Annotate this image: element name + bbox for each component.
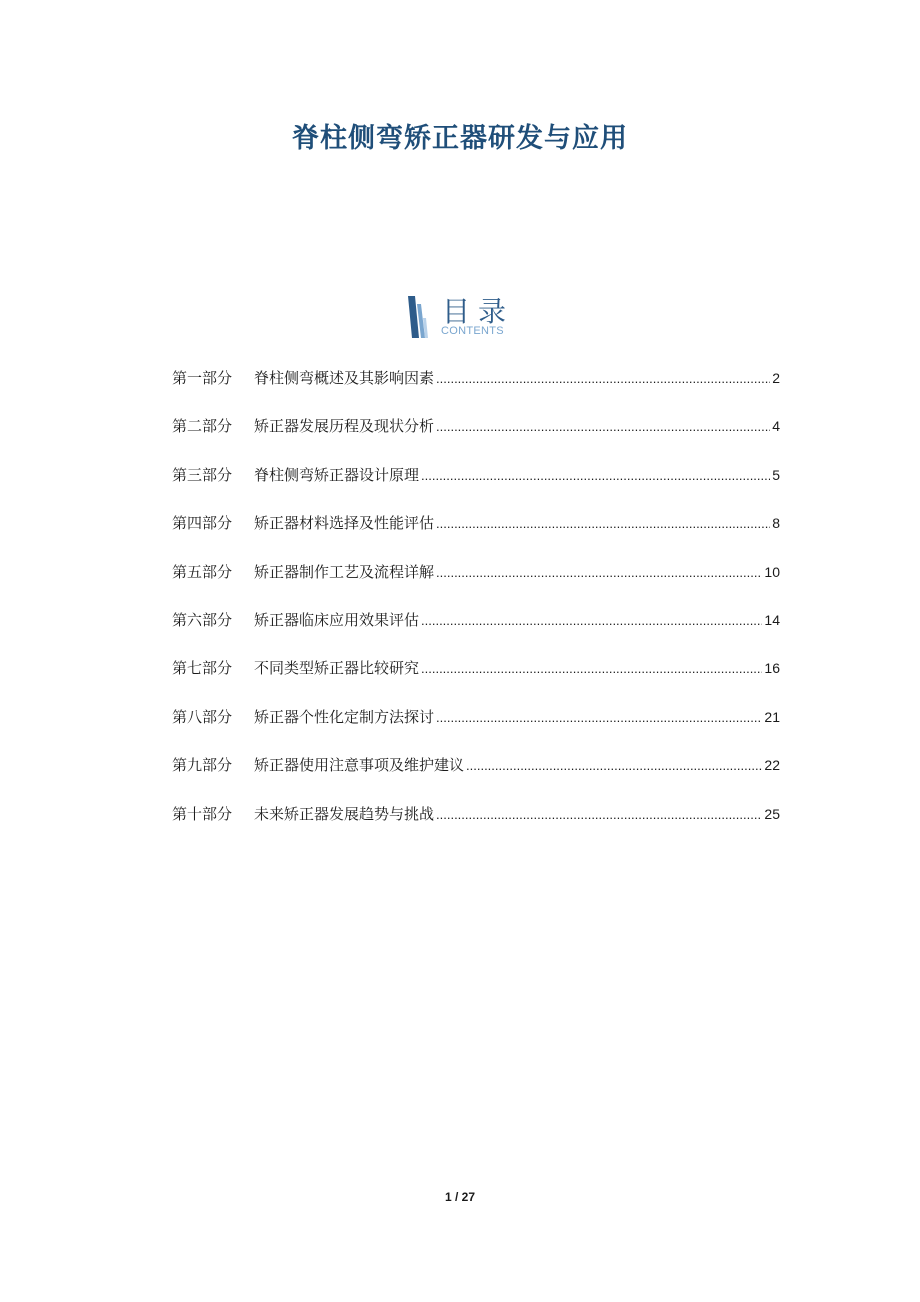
toc-dot-leader [436, 512, 770, 536]
toc-entry-10[interactable] [172, 802, 780, 850]
toc-entry-label: 矫正器临床应用效果评估 [254, 610, 420, 629]
toc-entry-label: 矫正器使用注意事项及维护建议 [254, 756, 465, 775]
toc-entry-3[interactable] [172, 463, 780, 511]
toc-entry-page: 14 [764, 611, 780, 628]
toc-title: 目录 [442, 295, 515, 328]
toc-entry-4[interactable] [172, 511, 780, 559]
toc-entry-page: 10 [764, 563, 780, 580]
toc-entry-part: 第八部分 [172, 707, 233, 726]
toc-entry-page: 8 [772, 515, 780, 532]
toc-dot-leader [421, 657, 762, 681]
toc-entry-part: 第四部分 [172, 514, 233, 533]
toc-entry-9[interactable] [172, 753, 780, 801]
toc-dot-leader [436, 367, 770, 391]
page-indicator: 1 / 27 [444, 1190, 476, 1204]
toc-heading [406, 292, 526, 342]
toc-entry-page: 25 [764, 805, 780, 822]
toc-entry-label: 不同类型矫正器比较研究 [254, 659, 420, 678]
toc-entry-part: 第十部分 [172, 804, 233, 823]
toc-entry-part: 第一部分 [172, 369, 233, 387]
toc-entry-page: 5 [772, 466, 780, 483]
table-of-contents [172, 366, 780, 850]
toc-entry-page: 2 [772, 370, 780, 386]
toc-subtitle: CONTENTS [441, 325, 504, 337]
toc-entry-label: 脊柱侧弯矫正器设计原理 [254, 465, 420, 484]
toc-entry-page: 21 [764, 708, 780, 725]
toc-stripe-logo-icon [406, 296, 432, 338]
toc-dot-leader [421, 609, 762, 633]
toc-entry-label: 脊柱侧弯概述及其影响因素 [254, 369, 435, 387]
toc-entry-part: 第五部分 [172, 562, 233, 581]
toc-entry-label: 矫正器个性化定制方法探讨 [254, 707, 435, 726]
toc-dot-leader [466, 754, 762, 778]
document-title: 脊柱侧弯矫正器研发与应用 [292, 123, 628, 154]
toc-entry-part: 第六部分 [172, 610, 233, 629]
toc-entry-7[interactable] [172, 656, 780, 704]
toc-entry-part: 第二部分 [172, 417, 233, 436]
toc-entry-part: 第七部分 [172, 659, 233, 678]
toc-entry-label: 矫正器发展历程及现状分析 [254, 417, 435, 436]
toc-entry-page: 22 [764, 757, 780, 774]
toc-entry-label: 未来矫正器发展趋势与挑战 [254, 804, 435, 823]
toc-dot-leader [436, 561, 762, 585]
toc-entry-label: 矫正器制作工艺及流程详解 [254, 562, 435, 581]
toc-entry-part: 第三部分 [172, 465, 233, 484]
toc-dot-leader [436, 803, 762, 827]
toc-entry-label: 矫正器材料选择及性能评估 [254, 514, 435, 533]
toc-entry-page: 4 [772, 418, 780, 435]
toc-dot-leader [436, 706, 762, 730]
toc-entry-6[interactable] [172, 608, 780, 656]
toc-entry-8[interactable] [172, 705, 780, 753]
toc-entry-5[interactable] [172, 560, 780, 608]
toc-entry-2[interactable] [172, 414, 780, 462]
toc-dot-leader [436, 415, 770, 439]
toc-entry-part: 第九部分 [172, 756, 233, 775]
toc-dot-leader [421, 464, 770, 488]
toc-entry-1[interactable] [172, 366, 780, 414]
toc-entry-page: 16 [764, 660, 780, 677]
